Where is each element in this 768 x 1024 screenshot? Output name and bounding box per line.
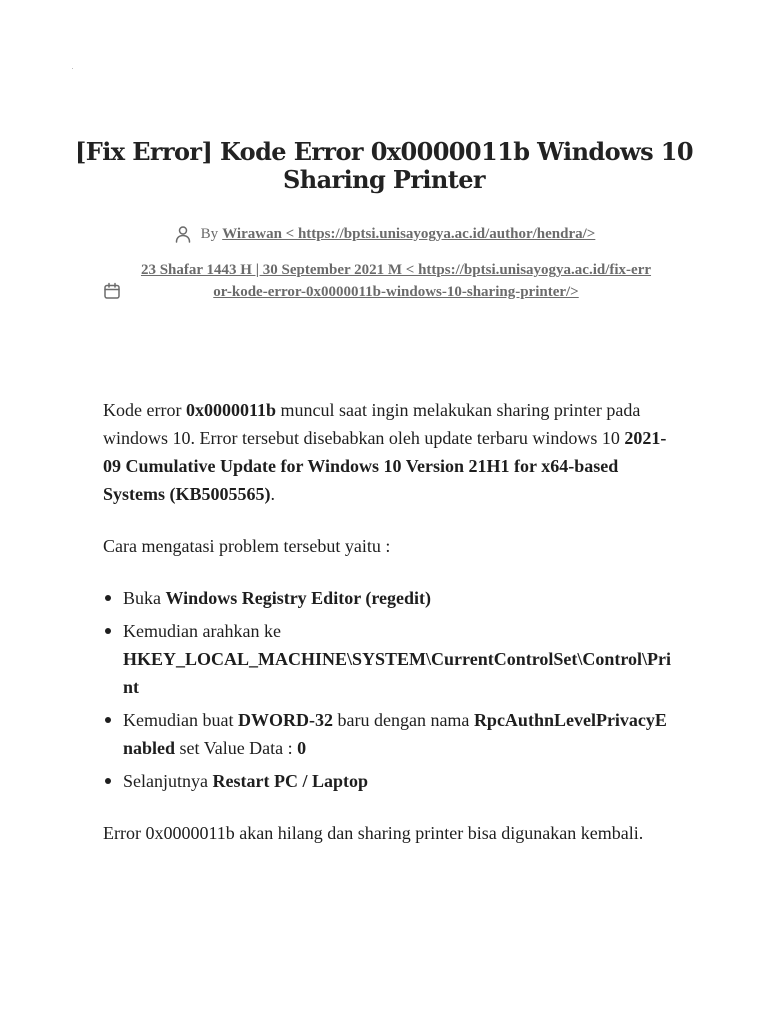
user-icon <box>173 224 193 244</box>
list-item: Kemudian arahkan ke HKEY_LOCAL_MACHINE\SYSTEM\CurrentControlSet\Control\Print <box>103 617 673 701</box>
article-title: [Fix Error] Kode Error 0x0000011b Windows 10 Sharing Printer <box>75 137 693 194</box>
closing-paragraph: Error 0x0000011b akan hilang dan sharing printer bisa digunakan kembali. <box>103 823 644 843</box>
intro-text-3: . <box>270 484 275 504</box>
error-code: 0x0000011b <box>185 400 276 420</box>
bullet-icon <box>105 778 111 784</box>
author-link[interactable]: Wirawan < https://bptsi.unisayogya.ac.id/author/hendra/> <box>222 225 596 242</box>
list-item: Buka Windows Registry Editor (regedit) <box>103 584 673 612</box>
date-meta <box>100 259 660 325</box>
list-item: Selanjutnya Restart PC / Laptop <box>103 767 673 795</box>
intro-text-2: muncul saat ingin melakukan sharing printer pada windows 10. Error tersebut disebabkan oleh update terbaru windows 10 <box>103 400 641 448</box>
steps-list <box>103 584 673 795</box>
update-name: 2021-09 Cumulative Update for Windows 10 Version 21H1 for x64-based Systems (KB5005565) <box>103 428 667 504</box>
bullet-icon <box>105 628 111 634</box>
calendar-icon <box>102 281 122 301</box>
author-meta <box>60 224 708 244</box>
date-text <box>140 259 652 303</box>
steps-intro: Cara mengatasi problem tersebut yaitu : <box>103 536 391 556</box>
bullet-icon <box>105 595 111 601</box>
intro-text-1: Kode error <box>103 400 186 420</box>
article-body <box>103 396 673 847</box>
intro-paragraph <box>103 396 673 508</box>
author-prefix: By <box>200 225 219 242</box>
bullet-icon <box>105 717 111 723</box>
list-item: Kemudian buat DWORD-32 baru dengan nama RpcAuthnLevelPrivacyEnabled set Value Data : 0 <box>103 706 673 762</box>
date-link[interactable]: 23 Shafar 1443 H | 30 September 2021 M < https://bptsi.unisayogya.ac.id/fix-error-kode-error-0x0000011b-windows-10-sharing-printer/> <box>140 262 652 300</box>
stray-dot <box>72 68 73 69</box>
